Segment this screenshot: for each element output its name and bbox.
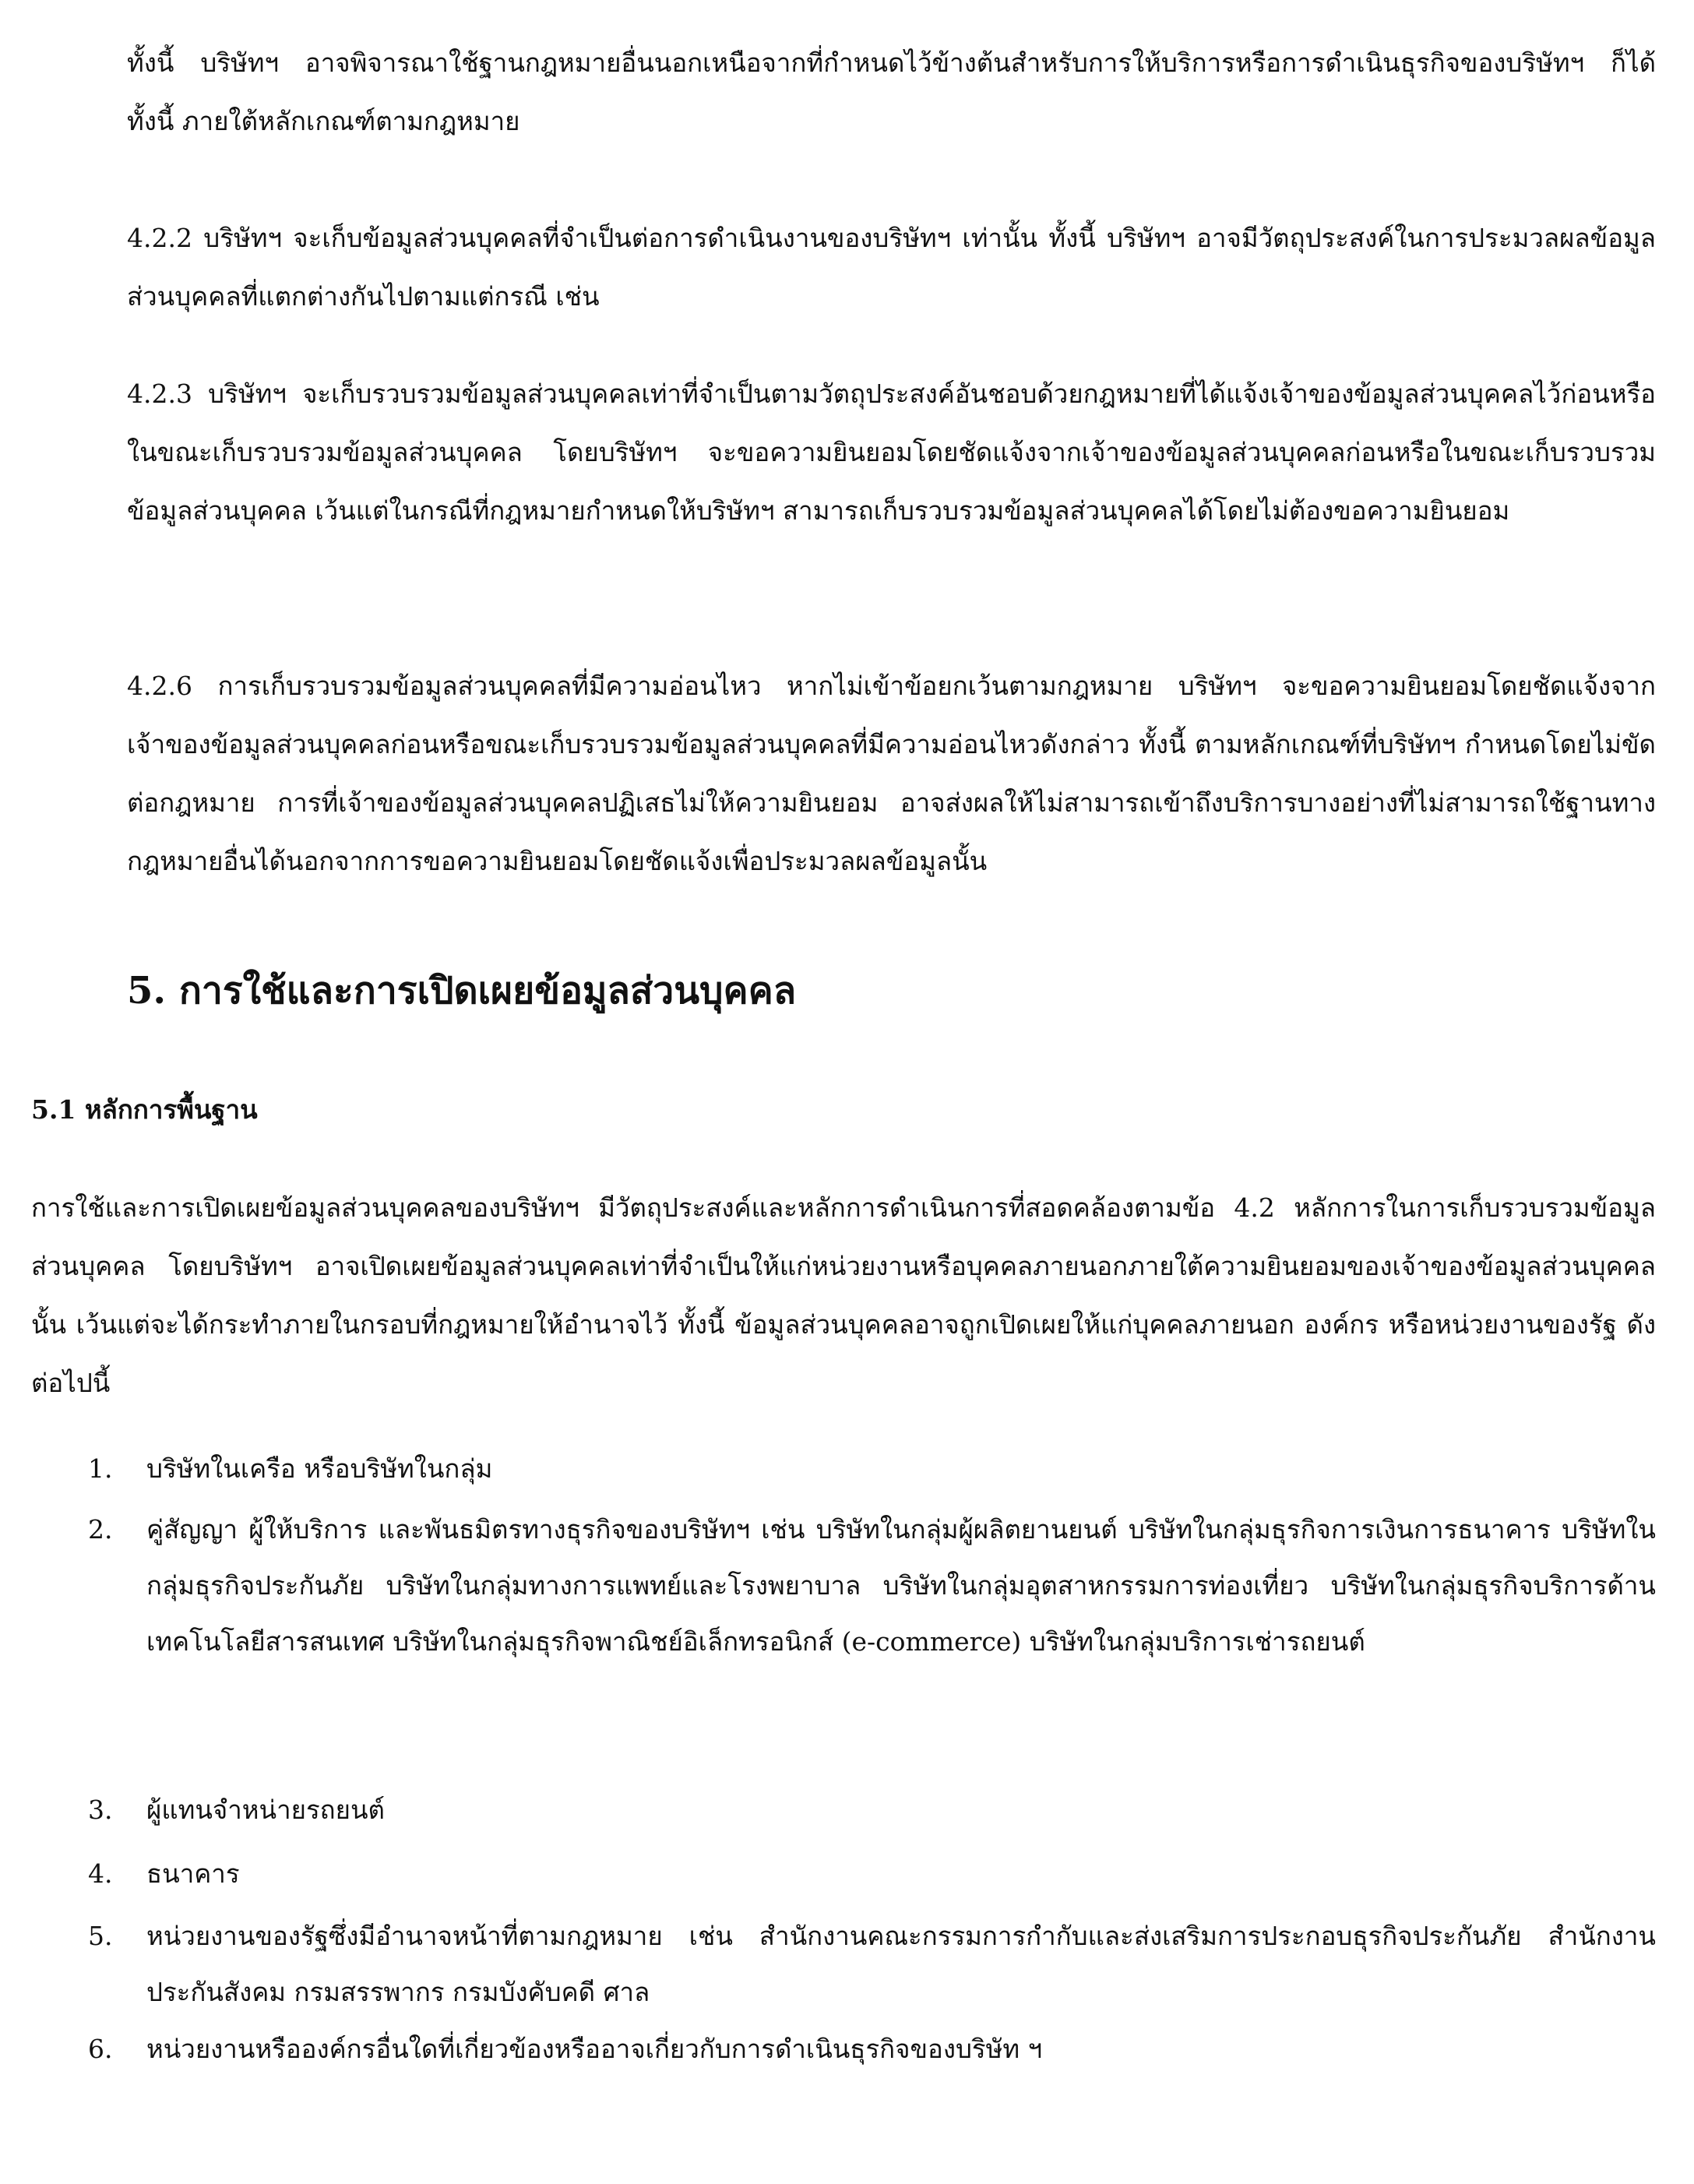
list-item-text: บริษัทในเครือ หรือบริษัทในกลุ่ม	[146, 1453, 493, 1484]
list-number: 1.	[88, 1453, 113, 1484]
section-4-2-6-paragraph: 4.2.6 การเก็บรวบรวมข้อมูลส่วนบุคคลที่มีความอ่อนไหว หากไม่เข้าข้อยกเว้นตามกฎหมาย บริษัทฯ จะขอความยินยอมโดยชัดแจ้งจากเจ้าของข้อมูลส่วนบุคคลก่อนหรือขณะเก็บรวบรวมข้อมูลส่วนบุคคลที่มีความอ่อนไหวดังกล่าว ทั้งนี้ ตามหลักเกณฑ์ที่บริษัทฯ กำหนดโดยไม่ขัดต่อกฎหมาย การที่เจ้าของข้อมูลส่วนบุคคลปฏิเสธไม่ให้ความยินยอม อาจส่งผลให้ไม่สามารถเข้าถึงบริการบางอย่างที่ไม่สามารถใช้ฐานทางกฎหมายอื่นได้นอกจากการขอความยินยอมโดยชัดแจ้งเพื่อประมวลผลข้อมูลนั้น	[127, 671, 1656, 876]
list-item-text: ผู้แทนจำหน่ายรถยนต์	[146, 1795, 385, 1825]
list-item-text: คู่สัญญา ผู้ให้บริการ และพันธมิตรทางธุรกิจของบริษัทฯ เช่น บริษัทในกลุ่มผู้ผลิตยานยนต์ บริษัทในกลุ่มธุรกิจการเงินการธนาคาร บริษัทในกลุ่มธุรกิจประกันภัย บริษัทในกลุ่มทางการแพทย์และโรงพยาบาล บริษัทในกลุ่มอุตสาหกรรมการท่องเที่ยว บริษัทในกลุ่มธุรกิจบริการด้านเทคโนโลยีสารสนเทศ บริษัทในกลุ่มธุรกิจพาณิชย์อิเล็กทรอนิกส์ (e-commerce) บริษัทในกลุ่มบริการเช่ารถยนต์	[146, 1514, 1656, 1657]
disclosure-intro-paragraph: การใช้และการเปิดเผยข้อมูลส่วนบุคคลของบริษัทฯ มีวัตถุประสงค์และหลักการดำเนินการที่สอดคล้องตามข้อ 4.2 หลักการในการเก็บรวบรวมข้อมูลส่วนบุคคล โดยบริษัทฯ อาจเปิดเผยข้อมูลส่วนบุคคลเท่าที่จำเป็นให้แก่หน่วยงานหรือบุคคลภายนอกภายใต้ความยินยอมของเจ้าของข้อมูลส่วนบุคคลนั้น เว้นแต่จะได้กระทำภายในกรอบที่กฎหมายให้อำนาจไว้ ทั้งนี้ ข้อมูลส่วนบุคคลอาจถูกเปิดเผยให้แก่บุคคลภายนอก องค์กร หรือหน่วยงานของรัฐ ดังต่อไปนี้	[31, 1192, 1656, 1398]
list-item-text: หน่วยงานหรือองค์กรอื่นใดที่เกี่ยวข้องหรืออาจเกี่ยวกับการดำเนินธุรกิจของบริษัท ฯ	[146, 2034, 1043, 2064]
list-item-text: หน่วยงานของรัฐซึ่งมีอำนาจหน้าที่ตามกฎหมาย เช่น สำนักงานคณะกรรมการกำกับและส่งเสริมการประกอบธุรกิจประกันภัย สำนักงานประกันสังคม กรมสรรพากร กรมบังคับคดี ศาล	[146, 1921, 1656, 2007]
section-4-2-3-paragraph: 4.2.3 บริษัทฯ จะเก็บรวบรวมข้อมูลส่วนบุคคลเท่าที่จำเป็นตามวัตถุประสงค์อันชอบด้วยกฎหมายที่ได้แจ้งเจ้าของข้อมูลส่วนบุคคลไว้ก่อนหรือในขณะเก็บรวบรวมข้อมูลส่วนบุคคล โดยบริษัทฯ จะขอความยินยอมโดยชัดแจ้งจากเจ้าของข้อมูลส่วนบุคคลก่อนหรือในขณะเก็บรวบรวมข้อมูลส่วนบุคคล เว้นแต่ในกรณีที่กฎหมายกำหนดให้บริษัทฯ สามารถเก็บรวบรวมข้อมูลส่วนบุคคลได้โดยไม่ต้องขอความยินยอม	[127, 379, 1656, 526]
section-4-2-2-paragraph: 4.2.2 บริษัทฯ จะเก็บข้อมูลส่วนบุคคลที่จำเป็นต่อการดำเนินงานของบริษัทฯ เท่านั้น ทั้งนี้ บริษัทฯ อาจมีวัตถุประสงค์ในการประมวลผลข้อมูลส่วนบุคคลที่แตกต่างกันไปตามแต่กรณี เช่น	[127, 223, 1656, 312]
list-number: 6.	[88, 2034, 113, 2064]
list-number: 3.	[88, 1795, 113, 1825]
list-number: 2.	[88, 1514, 113, 1545]
list-number: 4.	[88, 1858, 113, 1889]
legal-basis-paragraph: ทั้งนี้ บริษัทฯ อาจพิจารณาใช้ฐานกฎหมายอื่นนอกเหนือจากที่กำหนดไว้ข้างต้นสำหรับการให้บริการหรือการดำเนินธุรกิจของบริษัทฯ ก็ได้ ทั้งนี้ ภายใต้หลักเกณฑ์ตามกฎหมาย	[127, 48, 1656, 136]
section-5-heading: 5. การใช้และการเปิดเผยข้อมูลส่วนบุคคล	[127, 969, 797, 1013]
subsection-5-1-heading: 5.1 หลักการพื้นฐาน	[31, 1094, 258, 1125]
list-item-text: ธนาคาร	[146, 1858, 240, 1889]
list-number: 5.	[88, 1921, 113, 1951]
